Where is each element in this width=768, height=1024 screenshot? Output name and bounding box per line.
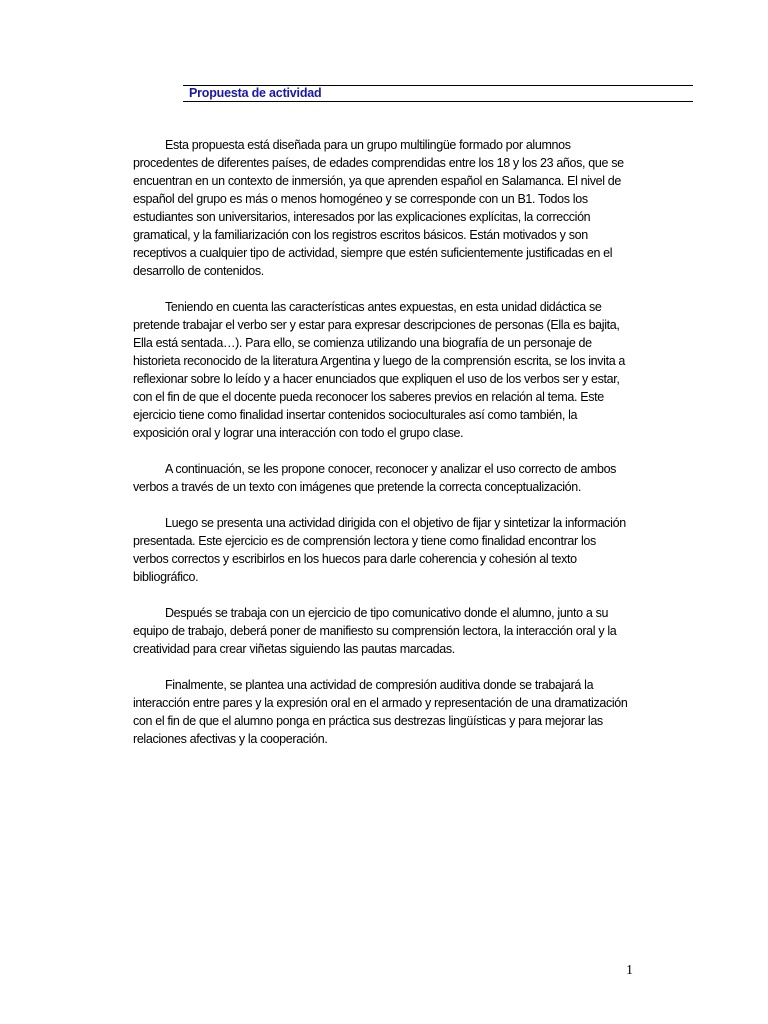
- paragraph: A continuación, se les propone conocer, reconocer y analizar el uso correcto de ambos verbos a través de un texto con imágenes que pretende la correcta conceptualización.: [133, 462, 617, 494]
- paragraph: Después se trabaja con un ejercicio de tipo comunicativo donde el alumno, junto a su equipo de trabajo, deberá poner de manifiesto su comprensión lectora, la interacción oral y la creatividad para crear viñetas siguiendo las pautas marcadas.: [133, 606, 617, 656]
- page-number: 1: [626, 963, 633, 978]
- body-text: [133, 136, 633, 766]
- paragraph: Finalmente, se plantea una actividad de compresión auditiva donde se trabajará la interacción entre pares y la expresión oral en el armado y representación de una dramatización con el fin de que el alumno ponga en práctica sus destrezas lingüísticas y para mejorar las relaciones afectivas y la cooperación.: [133, 678, 628, 746]
- section-heading: Propuesta de actividad: [189, 86, 322, 100]
- paragraph: Luego se presenta una actividad dirigida con el objetivo de fijar y sintetizar la información presentada. Este ejercicio es de comprensión lectora y tiene como finalidad encontrar los verbos correctos y escribirlos en los huecos para darle coherencia y cohesión al texto bibliográfico.: [133, 516, 626, 584]
- paragraph: Teniendo en cuenta las características antes expuestas, en esta unidad didáctica se pretende trabajar el verbo ser y estar para expresar descripciones de personas (Ella es bajita, Ella está sentada…). Para ello, se comienza utilizando una biografía de un personaje de historieta reconocido de la literatura Argentina y luego de la comprensión escrita, se los invita a reflexionar sobre lo leído y a hacer enunciados que expliquen el uso de los verbos ser y estar, con el fin de que el docente pueda reconocer los saberes previos en relación al tema. Este ejercicio tiene como finalidad insertar contenidos socioculturales así como también, la exposición oral y lograr una interacción con todo el grupo clase.: [133, 300, 626, 440]
- paragraph: Esta propuesta está diseñada para un grupo multilingüe formado por alumnos procedentes de diferentes países, de edades comprendidas entre los 18 y los 23 años, que se encuentran en un contexto de inmersión, ya que aprenden español en Salamanca. El nivel de español del grupo es más o menos homogéneo y se corresponde con un B1. Todos los estudiantes son universitarios, interesados por las explicaciones explícitas, la corrección gramatical, y la familiarización con los registros escritos básicos. Están motivados y son receptivos a cualquier tipo de actividad, siempre que estén suficientemente justificadas en el desarrollo de contenidos.: [133, 138, 624, 278]
- heading-bottom-rule: [183, 101, 693, 102]
